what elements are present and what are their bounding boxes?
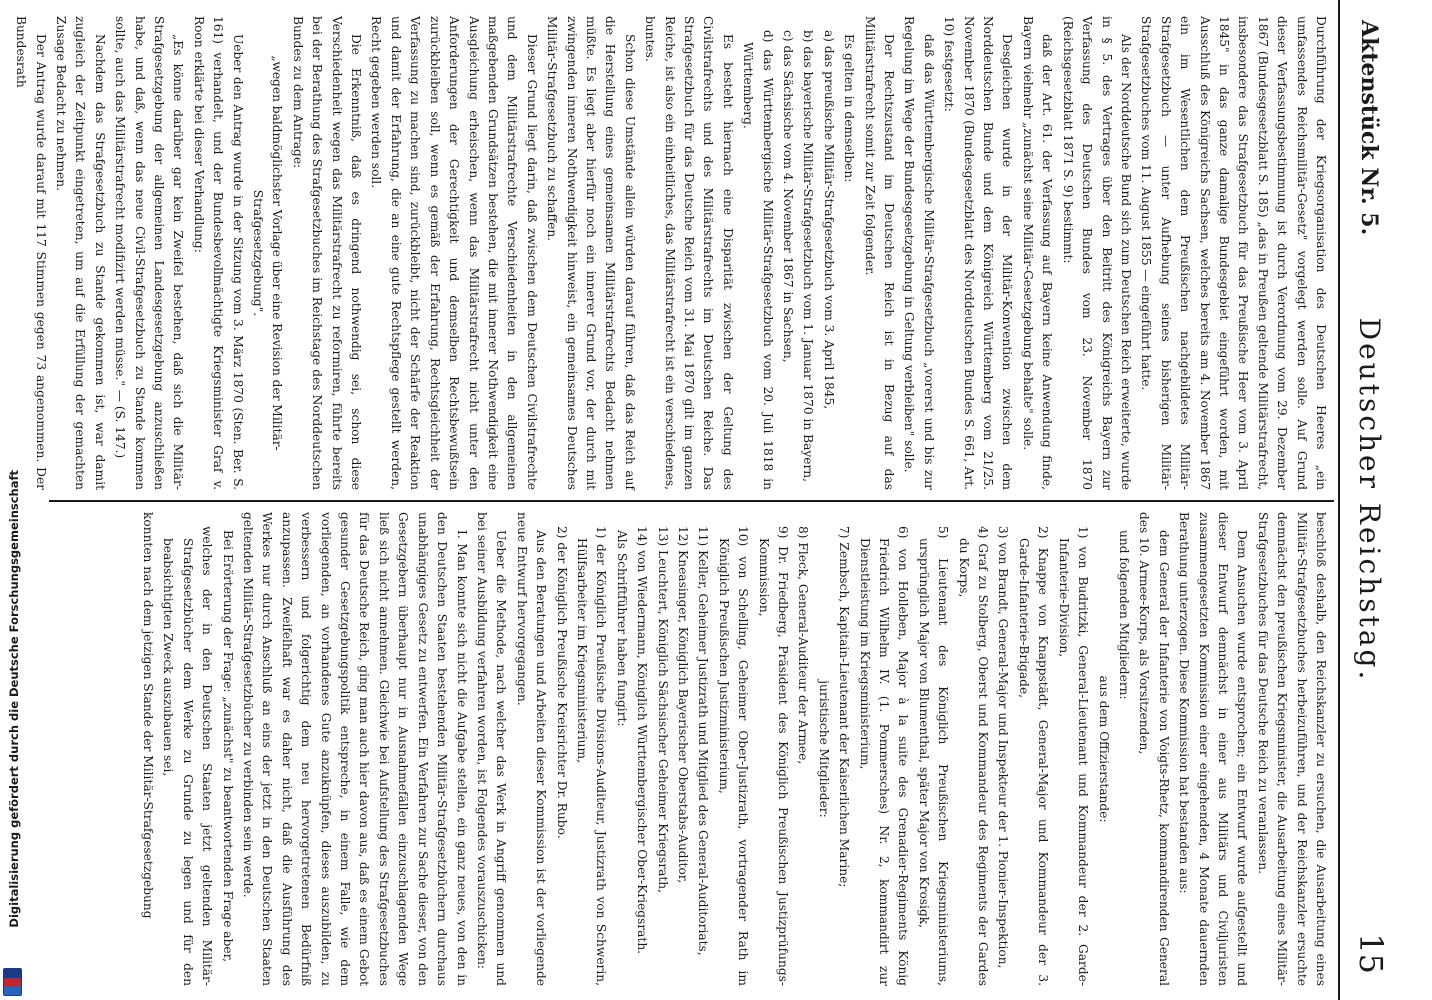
paragraph: 2) der Königlich Preußische Kreisrichter Dr. Rubo. bbox=[554, 526, 569, 839]
paragraph: aus dem Offizierstande: bbox=[1096, 675, 1111, 823]
paragraph: 2) Knappe von Knappstädt, General-Major und Kommandeur der 3. Garde-Infanterie-Brigade, bbox=[1016, 526, 1051, 986]
paragraph: Der Rechtszustand im Deutschen Reich ist in Bezug auf das Militärstrafrecht somit zur Zeit folgender. bbox=[862, 16, 897, 490]
paragraph: 11) Keller, Geheimer Justizrath und Mitglied des General-Auditoriats, bbox=[696, 526, 711, 956]
paragraph: Ueber den Antrag wurde in der Sitzung vom 3. März 1870 (Sten. Ber. S. 161) verhandelt, und der Bundesbevollmächtigte Kriegsminister Graf v. Roon erklärte bei dieser Verhandlung: bbox=[191, 16, 245, 490]
paragraph: Bei Erörterung der Frage: „zunächst" zu beantwortenden Frage aber, bbox=[220, 530, 235, 962]
paragraph: 6) von Holleben, Major à la suite des Grenadier-Regiments König Friedrich Wilhelm IV. (1. Pommersches) Nr. 2, kommandirt zur Dienstleistung im Kriegsministerium, bbox=[857, 526, 911, 986]
paragraph: Die Erkenntniß, daß es dringend nothwendig sei, schon diese Verschiedenheit wegen das Militärstrafrecht zu reformiren, führte bereits bei der Berathung des Strafgesetzbuches im Reichstage des Norddeutschen Bundes zu dem Antrage: bbox=[290, 16, 364, 490]
header-rule bbox=[1338, 0, 1340, 1000]
paragraph: Als der Norddeutsche Bund sich zum Deutschen Reich erweiterte, wurde in § 5. des Vertrages über den Beitritt des Königreichs Bayern zur Verfassung des Deutschen Bundes vom 23. November 1870 (Reichsgesetzblatt 1871 S. 9) bestimmt: bbox=[1060, 16, 1133, 490]
paragraph: Durchführung der Kriegsorganisation des Deutschen Heeres „ein umfassendes Reichsmilitär-Gesetz" vorgelegt werden solle. Auf Grund dieser Verfassungsbestimmung ist durch Verordnung vom 29. Dezember 1867 (Bundesgesetzblatt S. 185) „das in Preußen geltende Militärstrafrecht, insbesondere das Strafgesetzbuch für das Preußische Heer vom 3. April 1845" in das ganze damalige Bundesgebiet eingeführt worden, mit Ausschluß des Königreichs Sachsen, welches bereits am 4. November 1867 ein im Wesentlichen dem Preußischen nachgebildetes Militär-Strafgesetzbuch — unter Aufhebung seines bisherigen Militär-Strafgesetzbuches vom 11. August 1855 — eingeführt hatte. bbox=[1139, 16, 1328, 491]
paragraph: 13) Leuchtert, Königlich Sächsischer Geheimer Kriegsrath, bbox=[655, 526, 670, 894]
document-section: Aktenstück Nr. 5. bbox=[1356, 20, 1382, 236]
paragraph: 3) von Brandt, General-Major und Inspekteur der 1. Pionier-Inspektion, bbox=[996, 526, 1011, 969]
dfg-logo-icon bbox=[3, 968, 22, 996]
page-header bbox=[1352, 0, 1392, 1000]
paragraph: „Es könne darüber gar kein Zweifel bestehen, daß sich die Militär-Strafgesetzgebung der allgemeinen Landesgesetzgebung anzuschließen habe, und daß, wenn das neue Civil-Strafgesetzbuch zu Stande kommen sollte, auch das Militärstrafrecht modifizirt werden müsse." — (S. 147.) bbox=[113, 16, 186, 490]
page-number: 15 bbox=[1352, 933, 1390, 974]
paragraph: daß das Württembergische Militär-Strafgesetzbuch „vorerst und bis zur Regelung im Wege der Bundesgesetzgebung in Geltung verbleiben" solle. bbox=[902, 16, 936, 490]
paragraph: daß der Art. 61. der Verfassung auf Bayern keine Anwendung finde, Bayern vielmehr „zunächst seine Militär-Gesetzgebung behalte" solle. bbox=[1020, 16, 1055, 490]
paragraph: 1) der Königlich Preußische Divisions-Auditeur, Justizrath von Schwerin, Hülfsarbeiter im Kriegsministerium, bbox=[574, 526, 609, 986]
paragraph: 4) Graf zu Stolberg, Oberst und Kommandeur des Regiments der Gardes du Korps, bbox=[956, 526, 991, 986]
digitisation-footer bbox=[4, 470, 24, 980]
page-title: Deutscher Reichstag. bbox=[1353, 317, 1386, 683]
paragraph: Es besteht hiernach eine Disparität zwischen der Geltung des Civilstrafrechts und des Militärstrafrechts im Deutschen Reiche. Das Strafgesetzbuch für das Deutsche Reich vom 31. Mai 1870 gilt im ganzen Reiche, ist also ein einheitliches, das Militärstrafrecht ist ein verschiedenes, buntes. bbox=[643, 16, 735, 490]
paragraph: 12) Kneasinger, Königlich Bayerischer Oberstabs-Auditor, bbox=[676, 526, 690, 884]
paragraph: 1) von Budritzki, General-Lieutenant und Kommandeur der 2. Garde-Infanterie-Division, bbox=[1056, 526, 1091, 986]
column-divider bbox=[49, 500, 1334, 502]
paragraph: Als Schriftführer haben fungirt: bbox=[614, 530, 629, 727]
paragraph: d) das Württembergische Militär-Strafgesetzbuch vom 20. Juli 1818 in Württemberg. bbox=[741, 30, 775, 490]
paragraph: a) das preußische Militär-Strafgesetzbuch vom 3. April 1845, bbox=[821, 30, 836, 410]
paragraph: b) das bayerische Militär-Strafgesetzbuch vom 1. Januar 1870 in Bayern, bbox=[801, 30, 816, 483]
paragraph: juristische Mitglieder: bbox=[816, 680, 831, 818]
paragraph: dem General der Infanterie von Voigts-Rhetz, kommandirenden General des 10. Armee-Korps, als Vorsitzenden, bbox=[1137, 512, 1171, 986]
paragraph: Der Antrag wurde darauf mit 117 Stimmen gegen 73 angenommen. Der Bundesrath bbox=[14, 16, 48, 490]
paragraph: Ueber die Methode, nach welcher das Werk in Angriff genommen und bei seiner Ausbildung verfahren worden, ist Folgendes vorauszuschicken: bbox=[474, 512, 509, 986]
paragraph: Aus den Beratungen und Arbeiten dieser Kommission ist der vorliegende neue Entwurf hervorgegangen. bbox=[514, 512, 549, 986]
dfg-logo-bar bbox=[4, 978, 21, 987]
paragraph: 14) von Wiedermann, Königlich Württembergischer Ober-Kriegsrath. bbox=[635, 526, 650, 955]
paragraph: und folgenden Mitgliedern: bbox=[1116, 530, 1131, 700]
dfg-logo-bar bbox=[4, 986, 21, 995]
paragraph: Schon diese Umstände allein würden darauf führen, daß das Reich auf die Herstellung eines gemeinsamen Militärstrafrechts Bedacht nehmen müßte. Es liegt aber hierfür noch ein innerer Grund vor, der durch mit zwingenden inneren Nothwendigkeit hinweist, ein gemeinsames Deutsches Militär-Strafgesetzbuch zu schaffen. bbox=[545, 16, 637, 490]
paragraph: 10) von Schelling, Geheimer Ober-Justizrath, vortragender Rath im Königlich Preußischen Justizministerium, bbox=[716, 526, 751, 986]
right-text-column bbox=[60, 512, 1330, 986]
paragraph: Desgleichen wurde in der Militär-Konvention zwischen dem Norddeutschen Bunde und dem Königreich Württemberg vom 21/25. November 1870 (Bundesgesetzblatt des Norddeutschen Bundes S. 661, Art. 10) festgesetzt: bbox=[942, 16, 1015, 490]
dfg-logo-bar bbox=[4, 969, 21, 978]
paragraph: c) das Sächsische vom 4. November 1867 in Sachsen, bbox=[781, 30, 796, 363]
paragraph: 5) Lieutenant des Königlich Preußischen Kriegsministeriums, ursprünglich Major von Blumenthal, später Major von Krosigk, bbox=[916, 526, 951, 986]
paragraph: „wegen baldmöglichster Vorlage über eine Revision der Militär-Strafgesetzgebung". bbox=[251, 55, 285, 451]
paragraph: Dieser Grund liegt darin, daß zwischen dem Deutschen Civilstrafrechte und dem Militärstrafrechte Verschiedenheiten in den allgemeinen maßgebenden Grundsätzen bestehen, die mit innerer Nothwendigkeit eine Ausgleichung erheischen, wenn das Militärstrafrecht nicht unter den Anforderungen der Gerechtigkeit und demselben Rechtsbewußtsein zurückbleiben soll, wenn es gemäß der Erfahrung, Rechtsgleichheit der Verfassung zu machen sind, zurückbleibt, nicht der Schärfe der Reaktion und damit der Erfahrung, die an eine gute Rechtspflege gestellt werden, Recht gegeben werden soll. bbox=[369, 16, 539, 490]
paragraph: 9) Dr. Friedberg, Präsident des Königlich Preußischen Justizprüfungs-Kommission, bbox=[756, 526, 791, 986]
paragraph: beschloß deshalb, den Reichskanzler zu ersuchen, die Ausarbeitung eines Militär-Strafgesetzbuches herbeizuführen, und der Reichskanzler ersuchte demnächst den preußischen Kriegsminister, die Ausarbeitung eines Militär-Strafgesetzbuches für das Deutsche Reich zu veranlassen. bbox=[1255, 512, 1328, 986]
paragraph: Nachdem das Strafgesetzbuch zu Stande gekommen ist, war damit zugleich der Zeitpunkt eingetreten, um auf die Erfüllung der gemachten Zusage Bedacht zu nehmen. bbox=[54, 16, 107, 490]
left-text-column bbox=[14, 16, 1330, 491]
paragraph: konnten nach dem jetzigen Stande der Militär-Strafgesetzgebung bbox=[141, 512, 156, 919]
paragraph: 7) Zembsch, Kapitain-Lieutenant der Kaiserlichen Marine; bbox=[837, 526, 852, 888]
paragraph: 8) Fleck, General-Auditeur der Armee, bbox=[796, 526, 811, 765]
funding-credit: Digitalisierung gefördert durch die Deutsche Forschungsgemeinschaft bbox=[7, 470, 21, 928]
paragraph: Es gelten in demselben: bbox=[842, 34, 857, 183]
paragraph: welches der in den Deutschen Staaten jetzt geltenden Militär-Strafgesetzbücher dem Werke zu Grunde zu legen und für den beabsichtigten Zweck auszubauen sei, bbox=[161, 526, 215, 986]
paragraph: Dem Ansuchen wurde entsprochen; ein Entwurf wurde aufgestellt und dieser Entwurf demnächst in einer aus Militärs und Civiljuristen zusammengesetzten Kommission einer eingehenden, 4 Monate dauernden Berathung unterzogen. Diese Kommission hat bestanden aus: bbox=[1177, 512, 1250, 986]
paragraph: I. Man konnte sich nicht die Aufgabe stellen, ein ganz neues, von den in den Deutschen Staaten bestehenden Militär-Strafgesetzbüchern durchaus unabhängiges Gesetz zu entwerfen. Ein Verfahren zur Sache dieser, von den Gesetzgebern überhaupt nur in Ausnahmefällen einzuschlagenden Wege ließ sich nicht annehmen. Gleichwie bei Aufstellung des Strafgesetzbuches für das Deutsche Reich, ging man auch hier davon aus, daß es einem Gebot gesunder Gesetzgebungspolitik entspreche, in einem Falle, wie dem vorliegenden, an vorhandenes Gute anzuknüpfen, dieses auszubilden, zu verbessern und folgerichtig dem neu hervorgetretenen Bedürfniß anzupassen. Zweifelhaft war es daher nicht, daß die Ausführung des Werkes nur durch Anschluß an eins der jetzt in den Deutschen Staaten geltenden Militär-Strafgesetzbücher zu verbinden sein werde. bbox=[241, 512, 469, 986]
